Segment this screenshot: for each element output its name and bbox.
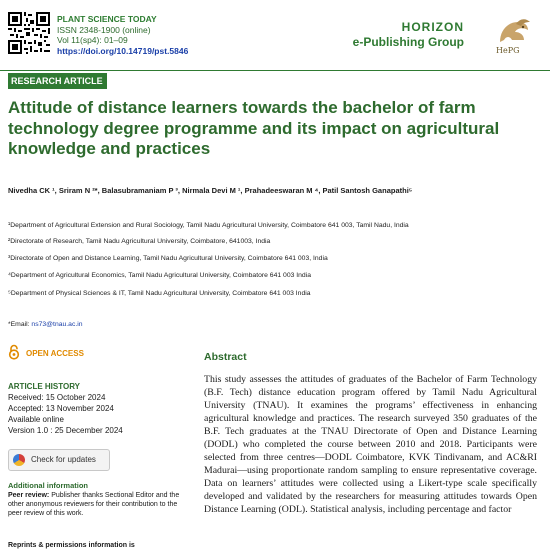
email-label: *Email: <box>8 321 30 328</box>
affiliation-2: ²Directorate of Research, Tamil Nadu Agricultural University, Coimbatore, 641003, India <box>8 238 271 245</box>
header-divider <box>0 70 550 71</box>
abstract-heading: Abstract <box>204 351 247 363</box>
article-title: Attitude of distance learners towards the bachelor of farm technology degree programme and its impact on agricultural knowledge and practices <box>8 98 500 158</box>
history-version: Version 1.0 : 25 December 2024 <box>8 426 123 435</box>
publisher-line1: HORIZON <box>401 20 464 34</box>
history-accepted: Accepted: 13 November 2024 <box>8 404 114 413</box>
email-link[interactable]: ns73@tnau.ac.in <box>31 321 83 328</box>
article-type-badge: RESEARCH ARTICLE <box>8 73 107 89</box>
author-list: Nivedha CK ¹, Sriram N ²*, Balasubramaniam P ³, Nirmala Devi M ¹, Prahadeeswaran M ⁴, Patil Santosh Ganapathi⁵ <box>8 186 413 195</box>
open-access-label: OPEN ACCESS <box>26 349 84 358</box>
reprints-note: Reprints & permissions information is <box>8 542 135 549</box>
article-history-title: ARTICLE HISTORY <box>8 382 81 391</box>
abstract-body: This study assesses the attitudes of graduates of the Bachelor of Farm Technology (B.F. Tech) distance education program offered by Tamil Nadu Agricultural University (TNAU). It examines the programs’ effectiveness in enhancing agricultural knowledge and practices. The research surveyed 350 graduates of the B.F. Tech graduates at the TNAU Directorate of Open and Distance Learning (DODL) who completed the course between 2010 and 2018. Participants were selected from three centres—DODL Coimbatore, KVK Tindivanam, and AC&RI Madurai—using proportionate random sampling to ensure representative coverage. Data on learners’ attitudes were collected using a Likert-type scale specifically developed and validated by the researchers for measuring attitudes towards Open Distance Learning (ODL). Statistical analysis, including percentage and factor <box>204 374 537 515</box>
peer-review-label: Peer review: <box>8 492 50 499</box>
corresponding-email <box>8 321 83 328</box>
history-available: Available online <box>8 415 64 424</box>
journal-volume: Vol 11(sp4): 01–09 <box>57 35 128 45</box>
article-history <box>8 392 123 436</box>
open-access-icon <box>8 344 20 360</box>
publisher-line2: e-Publishing Group <box>352 35 464 49</box>
publisher-name <box>353 20 464 50</box>
history-received: Received: 15 October 2024 <box>8 393 106 402</box>
additional-info-title: Additional information <box>8 481 88 490</box>
journal-info <box>57 14 188 56</box>
peer-review-text: Publisher thanks Sectional Editor and the other anonymous reviewers for their contribution to the peer review of this work. <box>8 492 180 517</box>
crossmark-icon <box>13 454 25 466</box>
affiliation-1: ¹Department of Agricultural Extension and Rural Sociology, Tamil Nadu Agricultural University, Coimbatore 641 003, Tamil Nadu, India <box>8 222 409 229</box>
check-for-updates-button[interactable] <box>8 449 110 471</box>
affiliation-5: ⁵Department of Physical Sciences & IT, Tamil Nadu Agricultural University, Coimbatore 641 003 India <box>8 290 311 297</box>
journal-name: PLANT SCIENCE TODAY <box>57 14 157 24</box>
journal-issn: ISSN 2348-1900 (online) <box>57 24 151 35</box>
publisher-logo-text: HePG <box>496 46 520 55</box>
doi-link[interactable]: https://doi.org/10.14719/pst.5846 <box>57 45 189 56</box>
qr-code <box>8 12 50 54</box>
affiliation-4: ⁴Department of Agricultural Economics, Tamil Nadu Agricultural University, Coimbatore 641 003 India <box>8 272 312 279</box>
affiliation-3: ³Directorate of Open and Distance Learning, Tamil Nadu Agricultural University, Coimbatore 641 003, India <box>8 255 328 262</box>
check-for-updates-label: Check for updates <box>31 455 96 464</box>
peer-review-note <box>8 491 184 518</box>
